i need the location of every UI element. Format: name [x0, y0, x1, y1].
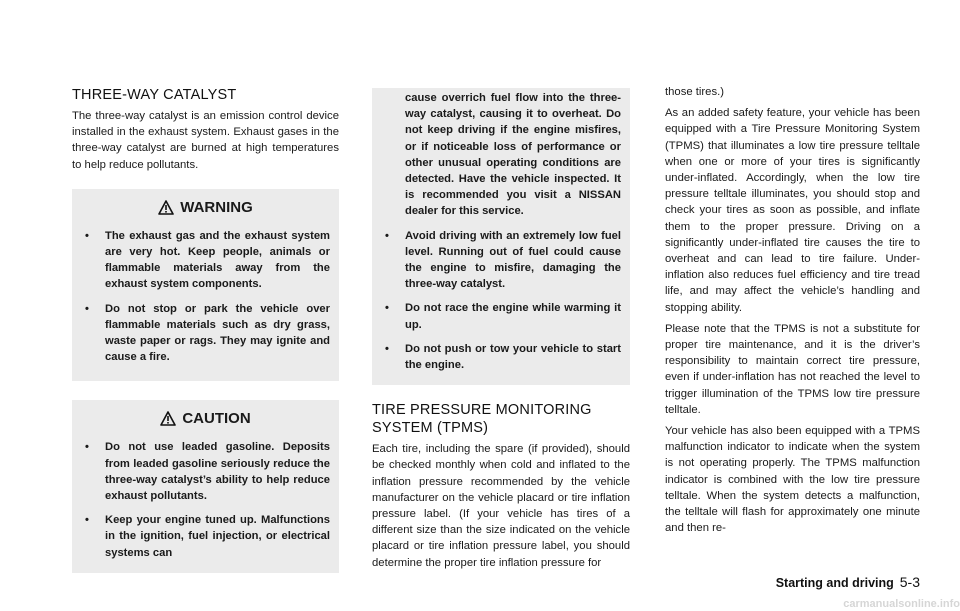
page-footer: [776, 574, 920, 590]
caution-box: [72, 400, 339, 572]
column-2: [372, 88, 630, 576]
warning-box: [72, 189, 339, 382]
warning-triangle-icon: [158, 200, 174, 215]
paragraph: those tires.): [665, 86, 725, 98]
paragraph: Your vehicle has also been equipped with a TPMS malfunction indicator to indicate when the system is not operating properly. The TPMS malfunction indicator is combined with the low tire pressure telltale. When the system detects a malfunction, the telltale will flash for approximately one minute and then re-: [665, 425, 920, 535]
caution-continued-text: cause overrich fuel flow into the three-way catalyst, causing it to overheat. Do not keep driving if the engine misfires, or if noticeable loss of performance or other unusual operating conditions are detected. Have the vehicle inspected. It is recommended you visit a NISSAN dealer for this service.: [405, 92, 621, 218]
watermark: carmanualsonline.info: [843, 598, 960, 610]
caution-list-continued: [381, 228, 621, 374]
section-heading-tpms: TIRE PRESSURE MONITORING SYSTEM (TPMS): [372, 402, 592, 437]
list-item: • Keep your engine tuned up. Malfunctions in the ignition, fuel injection, or electrical systems can: [85, 514, 330, 559]
paragraph: As an added safety feature, your vehicle has been equipped with a Tire Pressure Monitoring System (TPMS) that illuminates a low tire pressure telltale when one or more of your tires is significantly under-inflated. Accordingly, when the low tire pressure telltale illuminates, you should stop and check your tires as soon as possible, and inflate them to the proper pressure. Driving on a significantly under-inflated tire causes the tire to overheat and can lead to tire failure. Under-inflation also reduces fuel efficiency and tire tread life, and may affect the vehicle’s handling and stopping ability.: [665, 107, 920, 314]
caution-box-continued: [372, 88, 630, 385]
list-item: • Do not stop or park the vehicle over flammable materials such as dry grass, waste paper or rags. They may ignite and cause a fire.: [85, 302, 330, 364]
list-item: • The exhaust gas and the exhaust system are very hot. Keep people, animals or flammable materials away from the exhaust system components.: [85, 229, 330, 291]
page-number: 5-3: [899, 574, 920, 590]
list-item: • Avoid driving with an extremely low fuel level. Running out of fuel could cause the engine to misfire, damaging the three-way catalyst.: [385, 229, 621, 291]
caution-list: [81, 439, 330, 560]
caution-title-text: CAUTION: [182, 410, 251, 428]
warning-title-text: WARNING: [180, 198, 253, 216]
tpms-paragraph: Each tire, including the spare (if provided), should be checked monthly when cold and inflated to the inflation pressure recommended by the vehicle manufacturer on the vehicle placard or tire inflation pressure label. (If your vehicle has tires of a different size than the size indicated on the vehicle placard or tire inflation pressure label, you should determine the proper tire inflation pressure for: [372, 443, 630, 569]
section-heading-catalyst: THREE-WAY CATALYST: [72, 87, 237, 103]
paragraph: Please note that the TPMS is not a substitute for proper tire maintenance, and it is the driver’s responsibility to maintain correct tire pressure, even if under-inflation has not reached the level to trigger illumination of the TPMS low tire pressure telltale.: [665, 322, 920, 416]
warning-title: [81, 199, 330, 216]
catalyst-intro: The three-way catalyst is an emission control device installed in the exhaust system. Exhaust gases in the three-way catalyst are burned at high temperatures to help reduce pollutants.: [72, 110, 339, 171]
list-item: • Do not race the engine while warming it up.: [385, 302, 621, 331]
column-1: [72, 86, 339, 573]
warning-list: [81, 228, 330, 366]
list-item: • Do not push or tow your vehicle to start the engine.: [385, 342, 621, 372]
caution-title: [81, 410, 330, 427]
column-3: [665, 84, 920, 541]
list-item: • Do not use leaded gasoline. Deposits from leaded gasoline seriously reduce the three-way catalyst’s ability to help reduce exhaust pollutants.: [85, 441, 330, 503]
footer-section: Starting and driving: [775, 576, 894, 590]
caution-triangle-icon: [160, 411, 176, 426]
